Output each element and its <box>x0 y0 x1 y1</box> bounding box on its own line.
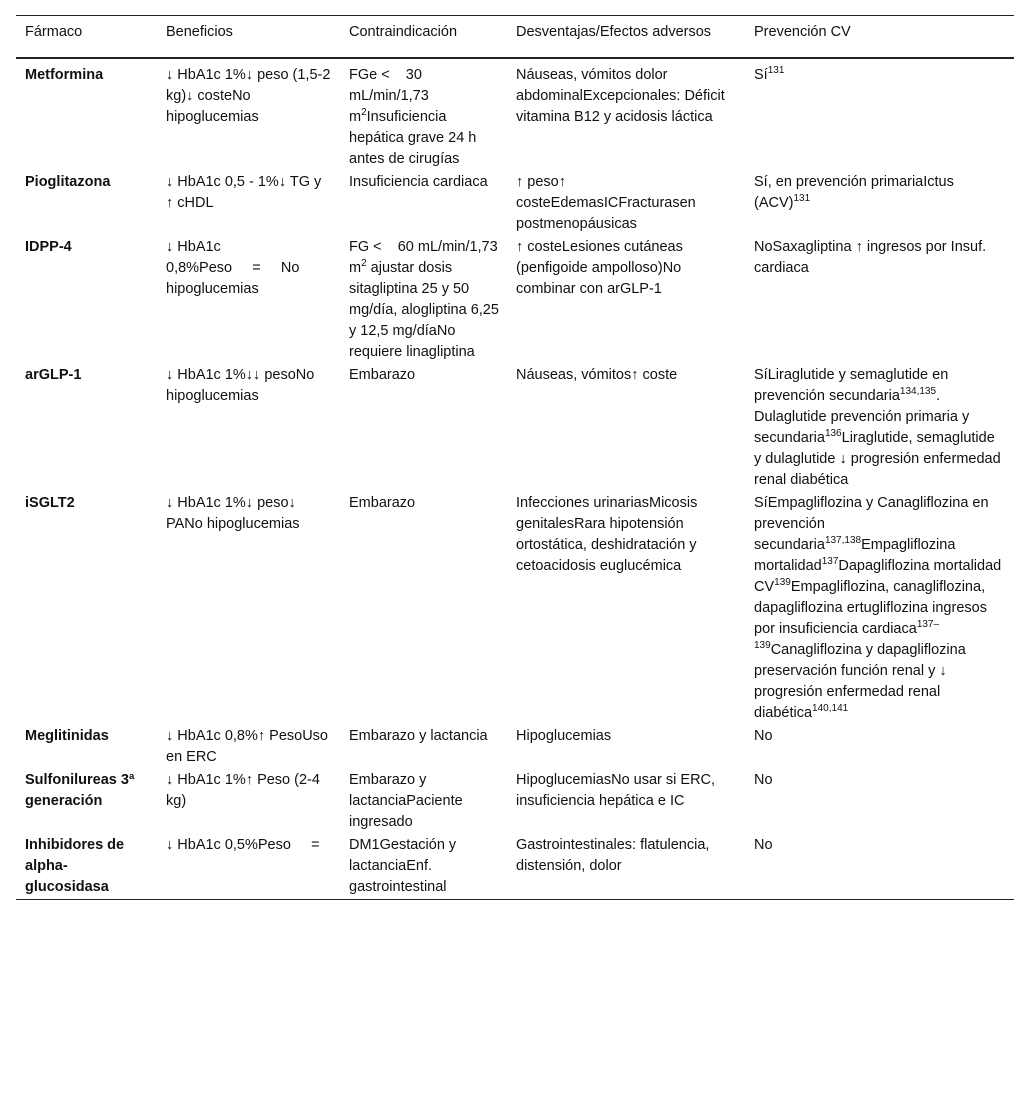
cell-benefits: ↓ HbA1c 1%↑ Peso (2-4 kg) <box>166 771 320 809</box>
cell-adverse-effects: Gastrointestinales: flatulencia, distensión, dolor <box>516 836 710 874</box>
cell-text: SíEmpagliflozina y Canagliflozina en prevención secundaria <box>754 494 989 553</box>
cell-adverse-effects: Hipoglucemias <box>516 727 612 744</box>
cell-benefits: ↓ HbA1c 0,5%Peso = <box>166 836 320 853</box>
cell-contraindication <box>340 769 507 834</box>
cell-text: Insuficiencia hepática grave 24 h antes de cirugías <box>349 108 477 167</box>
reference-superscript: 139 <box>774 576 791 588</box>
cell-text: Embarazo y lactancia <box>349 727 488 744</box>
cell-text: No <box>754 727 773 744</box>
header-cv-prevention: Prevención CV <box>754 24 851 40</box>
cell-text: Embarazo <box>349 366 416 383</box>
cell-text: Empagliflozina, canagliflozina, dapagliflozina ertugliflozina ingresos por insuficiencia cardiaca <box>754 578 987 637</box>
reference-superscript: 137 <box>821 555 839 567</box>
cell-contraindication <box>340 834 507 900</box>
reference-superscript: 2 <box>361 106 367 118</box>
table-header <box>16 16 1014 58</box>
cell-text: Embarazo y lactanciaPaciente ingresado <box>349 771 463 830</box>
reference-superscript: 137,138 <box>824 534 862 546</box>
table-container <box>16 15 1014 900</box>
cell-cv-prevention <box>745 364 1014 492</box>
cell-text: FGe < 30 mL/min/1,73 m <box>349 66 429 125</box>
cell-text: No <box>754 836 773 853</box>
cell-adverse-effects: Infecciones urinariasMicosis genitalesRara hipotensión ortostática, deshidratación y cetoacidosis euglucémica <box>516 494 698 574</box>
cell-text: No <box>754 771 773 788</box>
cell-adverse-effects: Náuseas, vómitos dolor abdominalExcepcionales: Déficit vitamina B12 y acidosis láctica <box>516 66 725 125</box>
reference-superscript: 140,141 <box>812 702 849 714</box>
header-row <box>16 16 1014 58</box>
drug-comparison-table <box>16 15 1014 900</box>
cell-benefits: ↓ HbA1c 1%↓ peso↓ PANo hipoglucemias <box>166 494 300 532</box>
cell-cv-prevention <box>745 236 1014 364</box>
cell-drug: IDPP-4 <box>25 238 72 255</box>
cell-drug: Pioglitazona <box>25 173 111 190</box>
cell-cv-prevention <box>745 171 1014 236</box>
cell-text: FG < 60 mL/min/1,73 m <box>349 238 498 276</box>
table-row <box>16 58 1014 171</box>
cell-contraindication <box>340 725 507 769</box>
cell-contraindication <box>340 58 507 171</box>
cell-text: NoSaxagliptina ↑ ingresos por Insuf. cardiaca <box>754 238 987 276</box>
cell-cv-prevention <box>745 769 1014 834</box>
header-contraindication: Contraindicación <box>349 24 458 40</box>
cell-text: Embarazo <box>349 494 416 511</box>
table-row <box>16 171 1014 236</box>
cell-adverse-effects: ↑ peso↑ costeEdemasICFracturasen postmenopáusicas <box>516 173 696 232</box>
header-drug: Fármaco <box>25 24 83 40</box>
header-adverse-effects: Desventajas/Efectos adversos <box>516 24 712 40</box>
cell-cv-prevention <box>745 725 1014 769</box>
cell-adverse-effects: HipoglucemiasNo usar si ERC, insuficiencia hepática e IC <box>516 771 716 809</box>
reference-superscript: 2 <box>361 257 367 269</box>
cell-contraindication <box>340 364 507 492</box>
cell-cv-prevention <box>745 58 1014 171</box>
cell-drug: iSGLT2 <box>25 494 75 511</box>
reference-superscript: 136 <box>824 427 842 439</box>
cell-text: . Dulaglutide prevención primaria y secundaria <box>754 387 970 446</box>
table-body <box>16 58 1014 900</box>
cell-adverse-effects: ↑ costeLesiones cutáneas (penfigoide ampolloso)No combinar con arGLP-1 <box>516 238 683 297</box>
cell-cv-prevention <box>745 492 1014 725</box>
cell-drug: Sulfonilureas 3ª generación <box>25 771 135 809</box>
table-row <box>16 236 1014 364</box>
cell-contraindication <box>340 236 507 364</box>
cell-text: Dapagliflozina mortalidad CV <box>754 557 1002 595</box>
cell-drug: arGLP-1 <box>25 366 82 383</box>
cell-contraindication <box>340 492 507 725</box>
cell-text: SíLiraglutide y semaglutide en prevención secundaria <box>754 366 949 404</box>
table-row <box>16 492 1014 725</box>
table-row <box>16 725 1014 769</box>
table-row <box>16 769 1014 834</box>
cell-benefits: ↓ HbA1c 1%↓ peso (1,5-2 kg)↓ costeNo hipoglucemias <box>166 66 331 125</box>
reference-superscript: 137–139 <box>754 618 940 651</box>
cell-drug: Meglitinidas <box>25 727 109 744</box>
cell-text: Empagliflozina mortalidad <box>754 536 956 574</box>
cell-text: Liraglutide, semaglutide y dulaglutide ↓ progresión enfermedad renal diabética <box>754 429 1001 488</box>
cell-benefits: ↓ HbA1c 0,8%↑ PesoUso en ERC <box>166 727 328 765</box>
cell-benefits: ↓ HbA1c 0,5 - 1%↓ TG y ↑ cHDL <box>166 173 322 211</box>
cell-benefits: ↓ HbA1c 1%↓↓ pesoNo hipoglucemias <box>166 366 315 404</box>
table-row <box>16 834 1014 900</box>
cell-text: Sí <box>754 66 768 83</box>
table-row <box>16 364 1014 492</box>
cell-adverse-effects: Náuseas, vómitos↑ coste <box>516 366 678 383</box>
cell-text: ajustar dosis sitagliptina 25 y 50 mg/día, alogliptina 6,25 y 12,5 mg/díaNo requiere linagliptina <box>349 259 499 360</box>
cell-text: DM1Gestación y lactanciaEnf. gastrointestinal <box>349 836 457 895</box>
reference-superscript: 131 <box>793 192 811 204</box>
cell-text: Sí, en prevención primariaIctus (ACV) <box>754 173 954 211</box>
cell-benefits: ↓ HbA1c 0,8%Peso = No hipoglucemias <box>166 238 300 297</box>
cell-cv-prevention <box>745 834 1014 900</box>
reference-superscript: 134,135 <box>899 385 937 397</box>
cell-drug: Metformina <box>25 66 104 83</box>
cell-drug: Inhibidores de alpha-glucosidasa <box>25 836 125 895</box>
cell-text: Insuficiencia cardiaca <box>349 173 488 190</box>
header-benefits: Beneficios <box>166 24 233 40</box>
cell-text: Canagliflozina y dapagliflozina preservación función renal y ↓ progresión enfermedad renal diabética <box>754 641 966 721</box>
cell-contraindication <box>340 171 507 236</box>
reference-superscript: 131 <box>767 64 785 76</box>
